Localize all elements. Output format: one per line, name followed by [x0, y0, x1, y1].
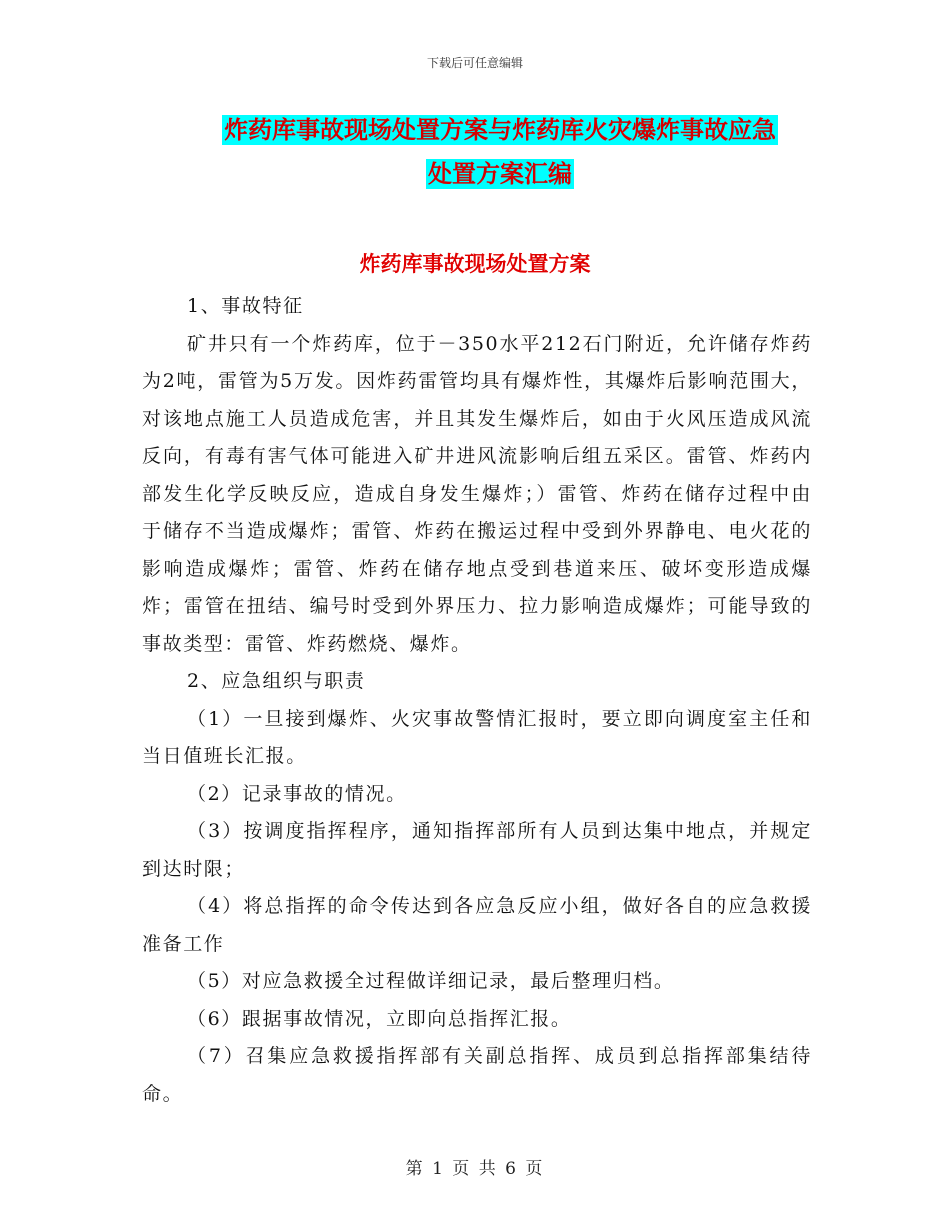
list-item-2: （2）记录事故的情况。 [187, 782, 407, 805]
document-title-line-2 [170, 157, 830, 191]
document-title-text-2: 处置方案汇编 [428, 160, 572, 188]
body-text [142, 288, 812, 1113]
list-item-7: （7）召集应急救援指挥部有关副总指挥、成员到总指挥部集结待命。 [142, 1045, 812, 1105]
list-item-6: （6）跟据事故情况，立即向总指挥汇报。 [187, 1007, 572, 1030]
list-item-3: （3）按调度指挥程序，通知指挥部所有人员到达集中地点，并规定到达时限； [142, 820, 812, 880]
list-item-4: （4）将总指挥的命令传达到各应急反应小组，做好各自的应急救援准备工作 [142, 895, 812, 955]
list-item-5: （5）对应急救援全过程做详细记录，最后整理归档。 [187, 970, 675, 992]
heading-accident-features: 1、事故特征 [187, 295, 304, 317]
document-title-line-1 [170, 113, 830, 147]
document-title-text-1: 炸药库事故现场处置方案与炸药库火灾爆炸事故应急 [224, 116, 776, 144]
section-title: 炸药库事故现场处置方案 [359, 252, 591, 276]
header-note: 下载后可任意编辑 [426, 56, 523, 70]
heading-emergency-organization: 2、应急组织与职责 [187, 670, 366, 692]
list-item-1: （1）一旦接到爆炸、火灾事故警情汇报时，要立即向调度室主任和当日值班长汇报。 [142, 707, 812, 767]
page-footer: 第 1 页 共 6 页 [405, 1159, 545, 1179]
paragraph-accident-description: 矿井只有一个炸药库，位于－350水平212石门附近，允许储存炸药为2吨，雷管为5万发。因炸药雷管均具有爆炸性，其爆炸后影响范围大，对该地点施工人员造成危害，并且其发生爆炸后，如由于火风压造成风流反向，有毒有害气体可能进入矿井进风流影响后组五采区。雷管、炸药内部发生化学反映反应，造成自身发生爆炸；）雷管、炸药在储存过程中由于储存不当造成爆炸；雷管、炸药在搬运过程中受到外界静电、电火花的影响造成爆炸；雷管、炸药在储存地点受到巷道来压、破坏变形造成爆炸；雷管在扭结、编号时受到外界压力、拉力影响造成爆炸；可能导致的事故类型：雷管、炸药燃烧、爆炸。 [142, 332, 812, 655]
